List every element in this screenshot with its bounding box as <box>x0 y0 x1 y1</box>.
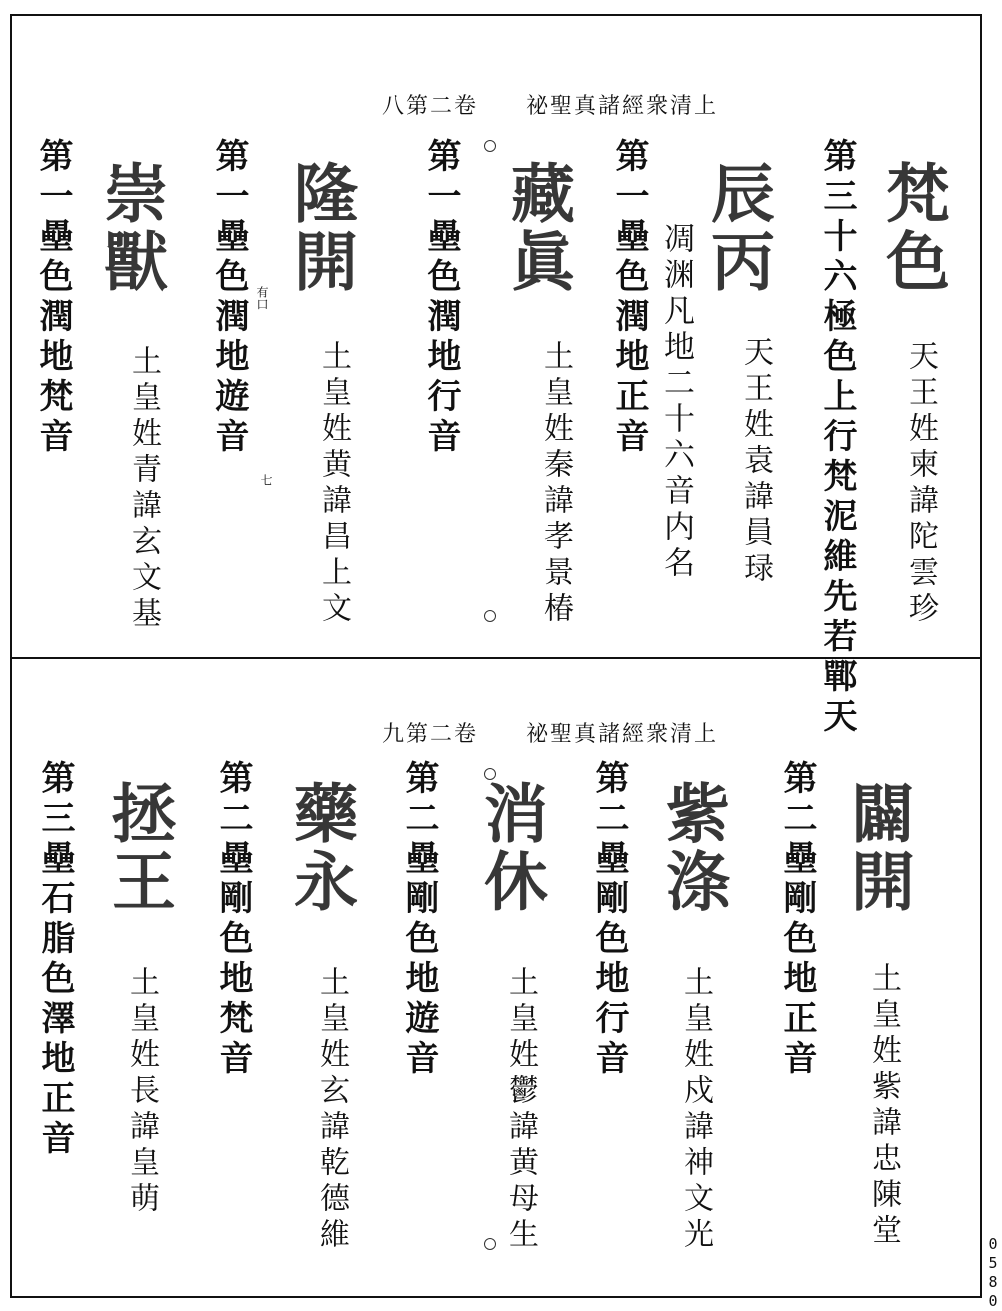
bottom-seal-5: 拯王 <box>101 780 176 916</box>
bottom-title-3: 第二壘剛色地遊音 <box>399 760 439 1080</box>
bottom-header: 上清衆經諸真聖祕 卷二第九 <box>381 722 718 747</box>
bottom-note-4: 土皇姓玄諱乾德維 <box>314 966 349 1254</box>
top-header: 上清衆經諸真聖祕 卷二第八 <box>381 94 718 119</box>
bottom-seal-3: 消休 <box>473 780 548 916</box>
bottom-note-1: 土皇姓紫諱忠陳堂 <box>866 962 901 1250</box>
bottom-circle-mark-2 <box>484 1238 496 1250</box>
top-title-4: 第一壘色潤地遊音 <box>209 138 249 458</box>
top-seal-3: 藏眞 <box>500 160 575 296</box>
top-small-4b: 七 <box>259 474 273 486</box>
bottom-note-3: 土皇姓鬱諱黄母生 <box>503 966 538 1254</box>
page-number: 0580 <box>984 1235 1002 1311</box>
bottom-seal-1: 闢開 <box>840 780 915 916</box>
top-note-5: 土皇姓青諱玄文基 <box>126 345 161 633</box>
top-note-4: 土皇姓黄諱昌上文 <box>316 340 351 628</box>
bottom-title-1: 第二壘剛色地正音 <box>777 760 817 1080</box>
bottom-note-5: 土皇姓長諱皇萌 <box>124 966 159 1218</box>
top-seal-5: 崇獸 <box>93 160 168 296</box>
top-circle-mark-2 <box>484 610 496 622</box>
bottom-circle-mark <box>484 768 496 780</box>
top-note-1: 天王姓柬諱陀雲珍 <box>903 340 938 628</box>
bottom-title-4: 第二壘剛色地梵音 <box>213 760 253 1080</box>
bottom-title-2: 第二壘剛色地行音 <box>589 760 629 1080</box>
top-seal-2: 辰丙 <box>700 160 775 296</box>
top-sub-2: 凋渊凡地二十六音内名 <box>658 222 694 582</box>
top-note-2: 天王姓袁諱員琭 <box>738 336 773 588</box>
top-title-1: 第三十六極色上行梵泥維先若鄲天 <box>817 138 857 738</box>
bottom-seal-4: 藥永 <box>283 780 358 916</box>
top-small-4a: 有口 <box>255 286 269 310</box>
top-title-3: 第一壘色潤地行音 <box>421 138 461 458</box>
bottom-note-2: 土皇姓戍諱神文光 <box>678 966 713 1254</box>
top-circle-mark <box>484 140 496 152</box>
top-title-2: 第一壘色潤地正音 <box>609 138 649 458</box>
bottom-seal-2: 紫涤 <box>655 780 730 916</box>
top-title-5: 第一壘色潤地梵音 <box>33 138 73 458</box>
top-note-3: 土皇姓秦諱孝景椿 <box>538 340 573 628</box>
top-seal-4: 隆開 <box>283 160 358 296</box>
top-seal-1: 梵色 <box>875 160 950 296</box>
bottom-title-5: 第三壘石脂色澤地正音 <box>35 760 75 1160</box>
